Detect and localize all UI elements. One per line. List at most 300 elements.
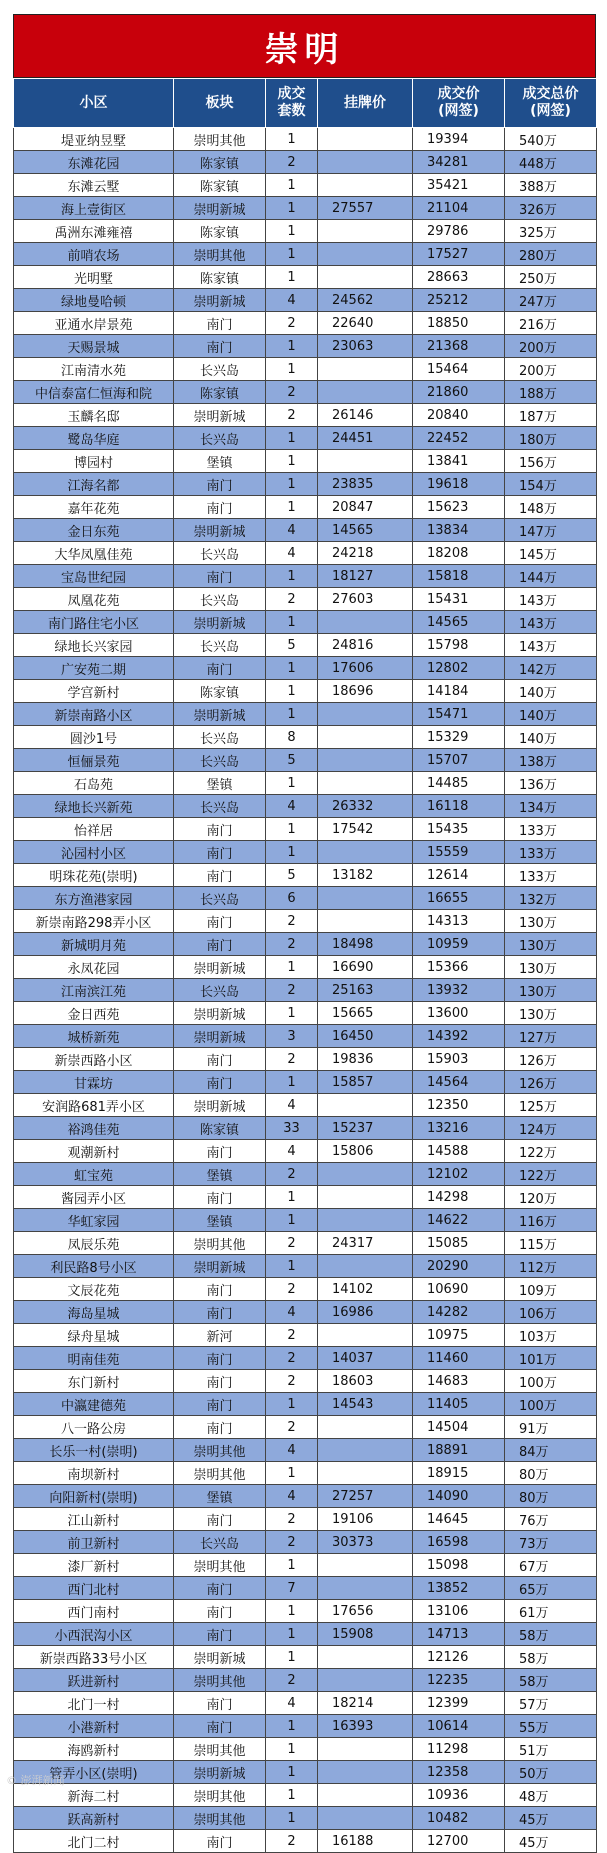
cell-district: 南门 [174,1692,266,1715]
cell-deal-price: 10936 [413,1784,505,1807]
cell-count: 4 [266,1140,318,1163]
cell-count: 1 [266,1600,318,1623]
cell-count: 1 [266,243,318,266]
cell-deal-price: 15329 [413,726,505,749]
cell-district: 南门 [174,1830,266,1853]
cell-deal-total: 144万 [505,565,597,588]
cell-listing-price: 23835 [318,473,413,496]
cell-count: 4 [266,519,318,542]
table-row [14,519,597,542]
header-district: 板块 [174,79,266,128]
cell-deal-total: 134万 [505,795,597,818]
cell-deal-total: 130万 [505,910,597,933]
table-row [14,818,597,841]
cell-count: 2 [266,1163,318,1186]
cell-deal-price: 34281 [413,151,505,174]
cell-deal-total: 136万 [505,772,597,795]
cell-deal-price: 14298 [413,1186,505,1209]
cell-deal-total: 103万 [505,1324,597,1347]
cell-district: 新河 [174,1324,266,1347]
cell-district: 南门 [174,1301,266,1324]
cell-district: 崇明新城 [174,1646,266,1669]
cell-listing-price: 30373 [318,1531,413,1554]
table-row [14,1278,597,1301]
cell-deal-price: 18208 [413,542,505,565]
cell-district: 崇明其他 [174,1462,266,1485]
cell-district: 长兴岛 [174,749,266,772]
table-row [14,1209,597,1232]
table-row [14,657,597,680]
cell-count: 1 [266,1071,318,1094]
cell-deal-total: 45万 [505,1807,597,1830]
cell-deal-price: 18850 [413,312,505,335]
cell-district: 南门 [174,1416,266,1439]
cell-community: 禹洲东滩雍禧 [14,220,174,243]
cell-district: 南门 [174,1347,266,1370]
cell-deal-total: 326万 [505,197,597,220]
table-row [14,933,597,956]
cell-deal-total: 51万 [505,1738,597,1761]
cell-listing-price: 27257 [318,1485,413,1508]
table-row [14,703,597,726]
cell-district: 陈家镇 [174,1117,266,1140]
cell-district: 堡镇 [174,450,266,473]
cell-community: 裕鸿佳苑 [14,1117,174,1140]
cell-listing-price [318,1094,413,1117]
cell-deal-price: 15464 [413,358,505,381]
cell-deal-price: 13852 [413,1577,505,1600]
cell-district: 南门 [174,1600,266,1623]
cell-deal-total: 58万 [505,1669,597,1692]
table-row [14,1416,597,1439]
cell-district: 南门 [174,1186,266,1209]
cell-listing-price: 26332 [318,795,413,818]
table-row [14,1600,597,1623]
table-row [14,496,597,519]
cell-deal-price: 20840 [413,404,505,427]
cell-community: 圆沙1号 [14,726,174,749]
cell-community: 观潮新村 [14,1140,174,1163]
cell-deal-total: 156万 [505,450,597,473]
cell-district: 崇明新城 [174,703,266,726]
cell-community: 管弄小区(崇明) [14,1761,174,1784]
cell-count: 4 [266,1094,318,1117]
cell-listing-price: 14565 [318,519,413,542]
cell-district: 堡镇 [174,1163,266,1186]
cell-community: 东方渔港家园 [14,887,174,910]
cell-listing-price: 24218 [318,542,413,565]
table-row [14,1830,597,1853]
cell-listing-price [318,1784,413,1807]
cell-deal-price: 35421 [413,174,505,197]
cell-listing-price: 15665 [318,1002,413,1025]
cell-community: 天赐景城 [14,335,174,358]
cell-deal-price: 13106 [413,1600,505,1623]
cell-deal-price: 13841 [413,450,505,473]
cell-deal-total: 55万 [505,1715,597,1738]
cell-count: 1 [266,956,318,979]
cell-community: 小港新村 [14,1715,174,1738]
cell-count: 4 [266,1692,318,1715]
cell-count: 1 [266,220,318,243]
cell-district: 南门 [174,657,266,680]
cell-district: 堡镇 [174,1209,266,1232]
table-row [14,1048,597,1071]
table-row [14,381,597,404]
cell-community: 南门路住宅小区 [14,611,174,634]
cell-listing-price: 16986 [318,1301,413,1324]
cell-district: 南门 [174,910,266,933]
cell-deal-total: 154万 [505,473,597,496]
cell-listing-price [318,220,413,243]
cell-district: 陈家镇 [174,266,266,289]
cell-district: 南门 [174,933,266,956]
cell-deal-price: 12350 [413,1094,505,1117]
cell-district: 陈家镇 [174,381,266,404]
cell-community: 南坝新村 [14,1462,174,1485]
cell-community: 东滩花园 [14,151,174,174]
cell-listing-price: 13182 [318,864,413,887]
cell-deal-price: 12235 [413,1669,505,1692]
cell-count: 1 [266,1646,318,1669]
cell-deal-total: 65万 [505,1577,597,1600]
cell-district: 南门 [174,1140,266,1163]
cell-count: 4 [266,1485,318,1508]
cell-community: 小西泯沟小区 [14,1623,174,1646]
table-row [14,1301,597,1324]
cell-deal-total: 250万 [505,266,597,289]
cell-district: 南门 [174,473,266,496]
cell-deal-total: 142万 [505,657,597,680]
cell-count: 1 [266,1807,318,1830]
cell-community: 大华凤凰佳苑 [14,542,174,565]
table-row [14,795,597,818]
cell-district: 崇明其他 [174,1232,266,1255]
table-row [14,910,597,933]
table-row [14,542,597,565]
cell-community: 前哨农场 [14,243,174,266]
cell-deal-total: 48万 [505,1784,597,1807]
cell-deal-price: 14588 [413,1140,505,1163]
cell-listing-price: 20847 [318,496,413,519]
cell-deal-total: 127万 [505,1025,597,1048]
cell-community: 新崇南路小区 [14,703,174,726]
cell-deal-total: 57万 [505,1692,597,1715]
cell-deal-price: 15366 [413,956,505,979]
table-row [14,335,597,358]
cell-count: 2 [266,1048,318,1071]
cell-count: 1 [266,174,318,197]
cell-district: 南门 [174,1048,266,1071]
cell-deal-price: 25212 [413,289,505,312]
cell-count: 1 [266,1255,318,1278]
table-row [14,680,597,703]
cell-district: 崇明其他 [174,1784,266,1807]
cell-community: 学宫新村 [14,680,174,703]
table-row [14,841,597,864]
cell-count: 4 [266,1301,318,1324]
cell-community: 西门南村 [14,1600,174,1623]
cell-district: 长兴岛 [174,588,266,611]
cell-count: 2 [266,381,318,404]
cell-listing-price [318,910,413,933]
cell-community: 沁园村小区 [14,841,174,864]
table-row [14,289,597,312]
cell-count: 2 [266,979,318,1002]
cell-district: 崇明其他 [174,1807,266,1830]
cell-deal-price: 12102 [413,1163,505,1186]
cell-count: 7 [266,1577,318,1600]
cell-deal-total: 145万 [505,542,597,565]
cell-deal-total: 126万 [505,1048,597,1071]
table-row [14,1071,597,1094]
cell-deal-price: 18891 [413,1439,505,1462]
cell-district: 陈家镇 [174,151,266,174]
cell-deal-price: 13834 [413,519,505,542]
cell-deal-price: 15798 [413,634,505,657]
cell-deal-total: 188万 [505,381,597,404]
cell-community: 前卫新村 [14,1531,174,1554]
cell-listing-price [318,243,413,266]
cell-listing-price [318,381,413,404]
cell-district: 南门 [174,818,266,841]
cell-listing-price: 26146 [318,404,413,427]
cell-count: 2 [266,1347,318,1370]
cell-deal-price: 13216 [413,1117,505,1140]
table-row [14,1623,597,1646]
cell-community: 凤凰花苑 [14,588,174,611]
cell-count: 1 [266,450,318,473]
cell-community: 酱园弄小区 [14,1186,174,1209]
cell-deal-price: 14683 [413,1370,505,1393]
cell-deal-price: 10959 [413,933,505,956]
cell-deal-price: 14313 [413,910,505,933]
cell-deal-price: 10614 [413,1715,505,1738]
cell-community: 宝岛世纪园 [14,565,174,588]
cell-deal-total: 122万 [505,1140,597,1163]
table-row [14,427,597,450]
cell-deal-total: 73万 [505,1531,597,1554]
cell-community: 恒俪景苑 [14,749,174,772]
cell-community: 海鸥新村 [14,1738,174,1761]
table-row [14,726,597,749]
cell-listing-price [318,1554,413,1577]
cell-deal-total: 100万 [505,1393,597,1416]
cell-listing-price: 18696 [318,680,413,703]
cell-district: 崇明其他 [174,1669,266,1692]
cell-district: 南门 [174,312,266,335]
cell-community: 绿舟星城 [14,1324,174,1347]
table-row [14,220,597,243]
cell-community: 中瀛建德苑 [14,1393,174,1416]
cell-deal-total: 124万 [505,1117,597,1140]
cell-count: 2 [266,1531,318,1554]
cell-listing-price: 19836 [318,1048,413,1071]
cell-count: 2 [266,933,318,956]
cell-deal-total: 130万 [505,933,597,956]
table-row [14,450,597,473]
cell-count: 2 [266,1669,318,1692]
cell-community: 嘉年花苑 [14,496,174,519]
cell-district: 长兴岛 [174,979,266,1002]
cell-community: 北门二村 [14,1830,174,1853]
cell-deal-total: 448万 [505,151,597,174]
cell-listing-price [318,1462,413,1485]
table-row [14,1163,597,1186]
cell-listing-price [318,1669,413,1692]
cell-deal-price: 11405 [413,1393,505,1416]
cell-community: 跃进新村 [14,1669,174,1692]
cell-deal-total: 50万 [505,1761,597,1784]
table-row [14,1508,597,1531]
cell-listing-price [318,772,413,795]
cell-count: 1 [266,1738,318,1761]
cell-community: 广安苑二期 [14,657,174,680]
cell-listing-price [318,1416,413,1439]
cell-district: 长兴岛 [174,887,266,910]
cell-deal-total: 138万 [505,749,597,772]
cell-count: 1 [266,565,318,588]
cell-deal-total: 130万 [505,1002,597,1025]
cell-count: 1 [266,358,318,381]
cell-deal-total: 116万 [505,1209,597,1232]
table-row [14,473,597,496]
cell-count: 1 [266,680,318,703]
cell-listing-price: 23063 [318,335,413,358]
cell-listing-price: 24816 [318,634,413,657]
cell-district: 南门 [174,1393,266,1416]
table-row [14,174,597,197]
cell-district: 陈家镇 [174,220,266,243]
cell-deal-total: 100万 [505,1370,597,1393]
cell-district: 南门 [174,1623,266,1646]
cell-deal-total: 143万 [505,634,597,657]
cell-listing-price [318,1186,413,1209]
cell-deal-total: 187万 [505,404,597,427]
table-row [14,887,597,910]
cell-community: 中信泰富仁恒海和院 [14,381,174,404]
cell-listing-price [318,841,413,864]
table-row [14,1485,597,1508]
cell-district: 堡镇 [174,772,266,795]
table-row [14,772,597,795]
cell-deal-total: 126万 [505,1071,597,1094]
header-deal-price: 成交价 (网签) [413,79,505,128]
table-row [14,243,597,266]
table-row [14,1025,597,1048]
cell-count: 4 [266,542,318,565]
table-row [14,1255,597,1278]
cell-deal-price: 15707 [413,749,505,772]
cell-count: 4 [266,289,318,312]
table-row [14,1186,597,1209]
cell-community: 跃高新村 [14,1807,174,1830]
table-row [14,1347,597,1370]
cell-count: 8 [266,726,318,749]
cell-listing-price: 17656 [318,1600,413,1623]
cell-district: 崇明新城 [174,1094,266,1117]
cell-count: 5 [266,749,318,772]
cell-community: 虹宝苑 [14,1163,174,1186]
cell-listing-price: 16188 [318,1830,413,1853]
cell-community: 文辰花苑 [14,1278,174,1301]
cell-count: 2 [266,1232,318,1255]
cell-deal-price: 11460 [413,1347,505,1370]
cell-count: 2 [266,1370,318,1393]
cell-listing-price: 14102 [318,1278,413,1301]
cell-district: 堡镇 [174,1485,266,1508]
cell-deal-price: 21860 [413,381,505,404]
cell-deal-price: 15098 [413,1554,505,1577]
cell-deal-price: 19618 [413,473,505,496]
cell-deal-total: 140万 [505,726,597,749]
table-row [14,1692,597,1715]
cell-district: 长兴岛 [174,427,266,450]
cell-count: 1 [266,1784,318,1807]
cell-deal-total: 280万 [505,243,597,266]
cell-deal-total: 140万 [505,703,597,726]
cell-count: 1 [266,473,318,496]
cell-deal-price: 14184 [413,680,505,703]
cell-community: 西门北村 [14,1577,174,1600]
cell-deal-price: 12614 [413,864,505,887]
cell-community: 海上壹街区 [14,197,174,220]
cell-community: 东滩云墅 [14,174,174,197]
cell-listing-price: 14037 [318,1347,413,1370]
cell-deal-price: 15559 [413,841,505,864]
cell-deal-price: 12802 [413,657,505,680]
cell-deal-total: 80万 [505,1462,597,1485]
cell-listing-price [318,450,413,473]
table-row [14,1140,597,1163]
cell-deal-price: 16598 [413,1531,505,1554]
cell-community: 江山新村 [14,1508,174,1531]
cell-listing-price: 17606 [318,657,413,680]
cell-listing-price [318,1163,413,1186]
cell-deal-price: 10975 [413,1324,505,1347]
cell-district: 崇明新城 [174,519,266,542]
cell-deal-total: 84万 [505,1439,597,1462]
cell-count: 2 [266,1508,318,1531]
cell-district: 南门 [174,1577,266,1600]
cell-count: 1 [266,1186,318,1209]
cell-deal-price: 14622 [413,1209,505,1232]
cell-deal-price: 13600 [413,1002,505,1025]
cell-deal-price: 28663 [413,266,505,289]
cell-listing-price [318,1255,413,1278]
cell-deal-total: 143万 [505,611,597,634]
cell-count: 1 [266,1715,318,1738]
cell-district: 崇明其他 [174,1439,266,1462]
table-row [14,1554,597,1577]
cell-district: 崇明其他 [174,1738,266,1761]
cell-deal-total: 76万 [505,1508,597,1531]
cell-listing-price: 18214 [318,1692,413,1715]
cell-deal-price: 14485 [413,772,505,795]
cell-community: 甘霖坊 [14,1071,174,1094]
cell-count: 1 [266,657,318,680]
cell-deal-price: 12700 [413,1830,505,1853]
cell-deal-price: 14392 [413,1025,505,1048]
cell-deal-total: 200万 [505,335,597,358]
cell-district: 南门 [174,1508,266,1531]
cell-district: 崇明新城 [174,404,266,427]
cell-deal-price: 11298 [413,1738,505,1761]
cell-listing-price: 24317 [318,1232,413,1255]
cell-listing-price: 16690 [318,956,413,979]
cell-district: 长兴岛 [174,726,266,749]
cell-community: 东门新村 [14,1370,174,1393]
